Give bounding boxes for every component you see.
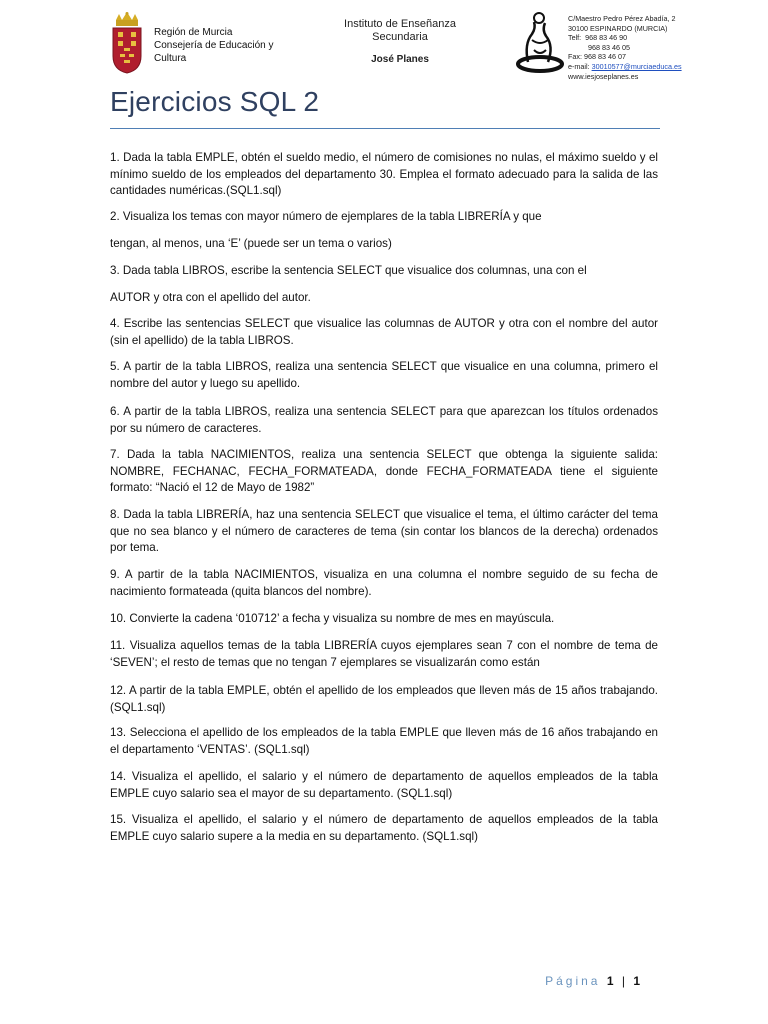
institute-line: Secundaria xyxy=(372,31,428,43)
exercise-item: 13. Selecciona el apellido de los empleados de la tabla EMPLE que lleven más de 16 años trabajando en el departamento ‘VENTAS’. (SQL1.sql) xyxy=(110,726,658,756)
exercise-item: 8. Dada la tabla LIBRERÍA, haz una sentencia SELECT que visualice el tema, el último carácter del tema que no sea blanco y el número de caracteres de tema (sin contar los blancos de la derecha) ordenados por tema. xyxy=(110,508,658,554)
contact-block xyxy=(568,14,682,81)
email-link[interactable]: 30010577@murciaeduca.es xyxy=(591,61,682,71)
page-current: 1 xyxy=(606,974,614,988)
exercise-item: 2. Visualiza los temas con mayor número de ejemplares de la tabla LIBRERÍA y que xyxy=(110,210,542,223)
exercise-item: 6. A partir de la tabla LIBROS, realiza una sentencia SELECT para que aparezcan los títulos ordenados por su número de caracteres. xyxy=(110,405,658,435)
exercise-item: 10. Convierte la cadena ‘010712’ a fecha y visualiza su nombre de mes en mayúscula. xyxy=(110,612,555,625)
exercise-item: 11. Visualiza aquellos temas de la tabla LIBRERÍA cuyos ejemplares sean 7 con el nombre de tema de ‘SEVEN’; el resto de temas que no tengan 7 ejemplares se visualizarán como están xyxy=(110,639,658,669)
contact-line: Fax: 968 83 46 07 xyxy=(568,52,626,62)
school-logo xyxy=(514,10,566,74)
institute-line: Instituto de Enseñanza xyxy=(344,18,456,30)
page-footer xyxy=(545,974,640,988)
page-label: Página xyxy=(545,974,601,988)
region-line: Consejería de Educación y xyxy=(154,40,274,51)
region-text xyxy=(154,26,274,65)
exercise-item: 7. Dada la tabla NACIMIENTOS, realiza una sentencia SELECT que obtenga la siguiente salida: NOMBRE, FECHANAC, FECHA_FORMATEADA, donde FECHA_FORMATEADA tiene el siguiente formato: “Nació el 12 de Mayo de 1982” xyxy=(110,448,658,494)
contact-line: Telf: 968 83 46 90 xyxy=(568,33,628,43)
contact-line: 30100 ESPINARDO (MURCIA) xyxy=(568,23,668,33)
exercise-item: 4. Escribe las sentencias SELECT que visualice las columnas de AUTOR y otra con el nombre del autor (sin el apellido) de la tabla LIBROS. xyxy=(110,317,658,347)
exercise-item: 5. A partir de la tabla LIBROS, realiza una sentencia SELECT que visualice en una columna, primero el nombre del autor y luego su apellido. xyxy=(110,360,658,390)
page-separator: | xyxy=(621,974,625,988)
exercise-item: 14. Visualiza el apellido, el salario y el número de departamento de aquellos empleados de la tabla EMPLE cuyo salario sea el mayor de su departamento. (SQL1.sql) xyxy=(110,770,658,800)
title-divider xyxy=(110,128,660,129)
exercise-item: tengan, al menos, una ‘E’ (puede ser un tema o varios) xyxy=(110,237,392,250)
page-total: 1 xyxy=(633,974,640,988)
exercise-item: 1. Dada la tabla EMPLE, obtén el sueldo medio, el número de comisiones no nulas, el máximo sueldo y el mínimo sueldo de los empleados del departamento 30. Emplea el formato adecuado para la salida de las cantidades numéricas.(SQL1.sql) xyxy=(110,151,658,197)
institute-name: José Planes xyxy=(371,54,429,65)
exercise-item: 9. A partir de la tabla NACIMIENTOS, visualiza en una columna el nombre seguido de su fecha de nacimiento formateada (quita blancos del nombre). xyxy=(110,568,658,598)
website-link[interactable]: www.iesjoseplanes.es xyxy=(568,71,639,81)
region-line: Cultura xyxy=(154,53,187,64)
exercise-item: 3. Dada tabla LIBROS, escribe la sentencia SELECT que visualice dos columnas, una con el xyxy=(110,264,587,277)
region-murcia-crest xyxy=(110,12,144,74)
page-header xyxy=(0,0,768,100)
email-label: e-mail: xyxy=(568,61,590,71)
contact-line: 968 83 46 05 xyxy=(568,42,630,52)
page-title: Ejercicios SQL 2 xyxy=(110,86,320,117)
exercise-item: 12. A partir de la tabla EMPLE, obtén el apellido de los empleados que lleven más de 15 años trabajando. (SQL1.sql) xyxy=(110,684,658,714)
contact-line: C/Maestro Pedro Pérez Abadía, 2 xyxy=(568,14,676,23)
exercise-item: AUTOR y otra con el apellido del autor. xyxy=(110,291,311,304)
region-line: Región de Murcia xyxy=(154,27,233,38)
exercise-item: 15. Visualiza el apellido, el salario y el número de departamento de aquellos empleados de la tabla EMPLE cuyo salario supere a la media en su departamento. (SQL1.sql) xyxy=(110,813,658,843)
institute-block xyxy=(330,18,470,66)
email-line xyxy=(568,62,682,72)
